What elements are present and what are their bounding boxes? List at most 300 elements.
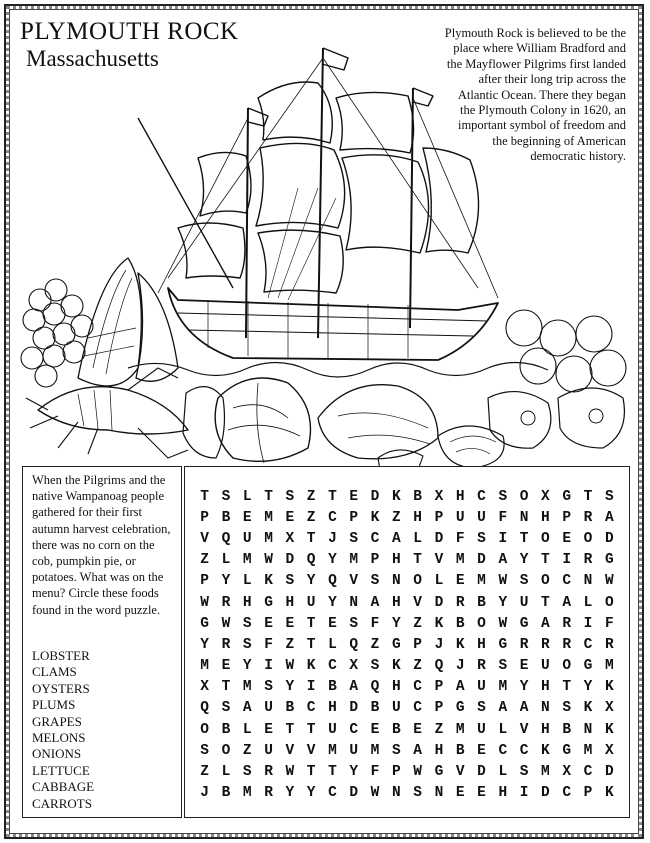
grid-letter[interactable]: S — [242, 764, 252, 781]
grid-letter[interactable]: E — [264, 721, 273, 738]
grid-letter[interactable]: S — [370, 658, 380, 675]
grid-letter[interactable]: L — [498, 764, 508, 781]
grid-letter[interactable]: B — [221, 509, 231, 526]
grid-letter[interactable]: G — [583, 658, 593, 675]
grid-letter[interactable]: Y — [583, 679, 593, 696]
grid-letter[interactable]: K — [604, 679, 614, 696]
grid-letter[interactable]: M — [455, 552, 465, 569]
grid-letter[interactable]: K — [604, 721, 614, 738]
grid-letter[interactable]: P — [370, 552, 380, 569]
grid-letter[interactable]: A — [391, 530, 401, 547]
grid-letter[interactable]: S — [498, 488, 508, 505]
grid-letter[interactable]: P — [200, 509, 209, 526]
grid-letter[interactable]: Z — [413, 615, 422, 632]
grid-letter[interactable]: M — [264, 530, 273, 547]
grid-letter[interactable]: G — [200, 615, 209, 632]
grid-letter[interactable]: P — [349, 509, 359, 526]
grid-letter[interactable]: V — [200, 530, 209, 547]
grid-letter[interactable]: G — [455, 700, 465, 717]
grid-letter[interactable]: W — [498, 615, 508, 632]
grid-letter[interactable]: U — [519, 594, 529, 611]
grid-letter[interactable]: O — [583, 530, 593, 547]
grid-letter[interactable]: R — [477, 658, 486, 675]
grid-letter[interactable]: D — [604, 764, 614, 781]
grid-letter[interactable]: Q — [349, 636, 359, 653]
grid-letter[interactable]: Y — [328, 552, 337, 569]
grid-letter[interactable]: A — [498, 552, 508, 569]
grid-letter[interactable]: Y — [285, 679, 295, 696]
grid-letter[interactable]: O — [604, 594, 614, 611]
grid-letter[interactable]: E — [413, 721, 422, 738]
grid-letter[interactable]: N — [434, 785, 444, 802]
grid-letter[interactable]: Z — [413, 658, 422, 675]
grid-letter[interactable]: X — [200, 679, 209, 696]
grid-letter[interactable]: C — [498, 742, 508, 759]
grid-letter[interactable]: P — [434, 700, 444, 717]
grid-letter[interactable]: M — [583, 742, 593, 759]
grid-letter[interactable]: L — [583, 594, 593, 611]
grid-letter[interactable]: P — [434, 679, 444, 696]
grid-letter[interactable]: O — [221, 742, 231, 759]
grid-letter[interactable]: H — [391, 594, 401, 611]
grid-letter[interactable]: K — [434, 615, 444, 632]
grid-letter[interactable]: O — [541, 530, 550, 547]
grid-letter[interactable]: I — [519, 785, 529, 802]
grid-letter[interactable]: D — [477, 764, 486, 781]
grid-letter[interactable]: W — [285, 658, 295, 675]
grid-letter[interactable]: S — [221, 700, 231, 717]
grid-letter[interactable]: M — [242, 785, 252, 802]
grid-letter[interactable]: P — [583, 785, 593, 802]
grid-letter[interactable]: A — [562, 594, 572, 611]
grid-letter[interactable]: E — [477, 742, 486, 759]
grid-letter[interactable]: B — [413, 488, 422, 505]
grid-letter[interactable]: T — [306, 615, 316, 632]
grid-letter[interactable]: Z — [370, 636, 380, 653]
grid-letter[interactable]: B — [328, 679, 337, 696]
grid-letter[interactable]: E — [264, 615, 273, 632]
grid-letter[interactable]: F — [604, 615, 614, 632]
grid-letter[interactable]: L — [242, 488, 252, 505]
grid-letter[interactable]: L — [328, 636, 337, 653]
grid-letter[interactable]: V — [413, 594, 422, 611]
grid-letter[interactable]: W — [370, 785, 380, 802]
grid-letter[interactable]: Y — [349, 764, 359, 781]
grid-letter[interactable]: Y — [391, 615, 401, 632]
grid-letter[interactable]: D — [434, 530, 444, 547]
grid-letter[interactable]: T — [306, 530, 316, 547]
grid-letter[interactable]: G — [562, 742, 572, 759]
grid-letter[interactable]: S — [370, 573, 380, 590]
grid-letter[interactable]: L — [434, 573, 444, 590]
grid-letter[interactable]: T — [562, 679, 572, 696]
grid-letter[interactable]: Q — [200, 700, 209, 717]
grid-letter[interactable]: H — [391, 552, 401, 569]
grid-letter[interactable]: N — [391, 573, 401, 590]
grid-letter[interactable]: D — [604, 530, 614, 547]
grid-letter[interactable]: A — [604, 509, 614, 526]
grid-letter[interactable]: U — [349, 742, 359, 759]
grid-letter[interactable]: S — [221, 488, 231, 505]
grid-letter[interactable]: P — [200, 573, 209, 590]
grid-letter[interactable]: R — [562, 636, 572, 653]
grid-letter[interactable]: N — [519, 509, 529, 526]
grid-letter[interactable]: Q — [221, 530, 231, 547]
grid-letter[interactable]: X — [349, 658, 359, 675]
grid-letter[interactable]: O — [519, 488, 529, 505]
grid-letter[interactable]: C — [328, 785, 337, 802]
grid-letter[interactable]: A — [541, 615, 550, 632]
grid-letter[interactable]: O — [477, 615, 486, 632]
grid-letter[interactable]: H — [498, 785, 508, 802]
grid-letter[interactable]: B — [455, 615, 465, 632]
grid-letter[interactable]: K — [264, 573, 273, 590]
grid-letter[interactable]: L — [242, 573, 252, 590]
grid-letter[interactable]: G — [604, 552, 614, 569]
grid-letter[interactable]: W — [413, 764, 422, 781]
grid-letter[interactable]: S — [413, 785, 422, 802]
grid-letter[interactable]: W — [498, 573, 508, 590]
grid-letter[interactable]: T — [306, 636, 316, 653]
grid-letter[interactable]: D — [477, 552, 486, 569]
grid-letter[interactable]: G — [391, 636, 401, 653]
grid-letter[interactable]: P — [434, 509, 444, 526]
grid-letter[interactable]: V — [285, 742, 295, 759]
grid-letter[interactable]: Y — [328, 594, 337, 611]
grid-letter[interactable]: Q — [370, 679, 380, 696]
grid-letter[interactable]: B — [285, 700, 295, 717]
grid-letter[interactable]: H — [242, 594, 252, 611]
grid-letter[interactable]: Y — [221, 573, 231, 590]
grid-letter[interactable]: R — [264, 764, 273, 781]
grid-letter[interactable]: I — [264, 658, 273, 675]
grid-letter[interactable]: C — [583, 764, 593, 781]
grid-letter[interactable]: B — [562, 721, 572, 738]
grid-letter[interactable]: I — [562, 552, 572, 569]
grid-letter[interactable]: O — [200, 721, 209, 738]
grid-letter[interactable]: O — [541, 573, 550, 590]
grid-letter[interactable]: E — [221, 658, 231, 675]
grid-letter[interactable]: M — [242, 679, 252, 696]
grid-letter[interactable]: J — [328, 530, 337, 547]
grid-letter[interactable]: P — [391, 764, 401, 781]
grid-letter[interactable]: O — [562, 658, 572, 675]
grid-letter[interactable]: E — [349, 488, 359, 505]
grid-letter[interactable]: C — [370, 530, 380, 547]
grid-letter[interactable]: T — [519, 530, 529, 547]
grid-letter[interactable]: C — [413, 700, 422, 717]
grid-letter[interactable]: A — [370, 594, 380, 611]
grid-letter[interactable]: I — [498, 530, 508, 547]
grid-letter[interactable]: G — [264, 594, 273, 611]
grid-letter[interactable]: E — [328, 615, 337, 632]
grid-letter[interactable]: V — [519, 721, 529, 738]
grid-letter[interactable]: E — [477, 785, 486, 802]
grid-letter[interactable]: M — [604, 658, 614, 675]
grid-letter[interactable]: Z — [306, 509, 316, 526]
grid-letter[interactable]: A — [242, 700, 252, 717]
grid-letter[interactable]: U — [477, 509, 486, 526]
grid-letter[interactable]: D — [285, 552, 295, 569]
grid-letter[interactable]: M — [477, 573, 486, 590]
grid-letter[interactable]: F — [370, 764, 380, 781]
grid-letter[interactable]: B — [221, 721, 231, 738]
grid-letter[interactable]: G — [434, 764, 444, 781]
grid-letter[interactable]: C — [477, 488, 486, 505]
grid-letter[interactable]: T — [264, 488, 273, 505]
grid-letter[interactable]: H — [328, 700, 337, 717]
grid-letter[interactable]: J — [200, 785, 209, 802]
grid-letter[interactable]: C — [328, 509, 337, 526]
grid-letter[interactable]: U — [264, 700, 273, 717]
grid-letter[interactable]: Z — [200, 764, 209, 781]
grid-letter[interactable]: X — [604, 700, 614, 717]
grid-letter[interactable]: U — [541, 658, 550, 675]
grid-letter[interactable]: N — [541, 700, 550, 717]
grid-letter[interactable]: M — [498, 679, 508, 696]
grid-letter[interactable]: U — [306, 594, 316, 611]
grid-letter[interactable]: Z — [200, 552, 209, 569]
grid-letter[interactable]: U — [328, 721, 337, 738]
grid-letter[interactable]: T — [285, 721, 295, 738]
grid-letter[interactable]: H — [477, 636, 486, 653]
grid-letter[interactable]: R — [519, 636, 529, 653]
grid-letter[interactable]: F — [455, 530, 465, 547]
grid-letter[interactable]: X — [434, 488, 444, 505]
grid-letter[interactable]: M — [541, 764, 550, 781]
grid-letter[interactable]: T — [328, 764, 337, 781]
grid-letter[interactable]: U — [391, 700, 401, 717]
grid-letter[interactable]: L — [221, 764, 231, 781]
grid-letter[interactable]: T — [200, 488, 209, 505]
grid-letter[interactable]: U — [264, 742, 273, 759]
grid-letter[interactable]: W — [604, 573, 614, 590]
grid-letter[interactable]: E — [285, 509, 295, 526]
grid-letter[interactable]: D — [434, 594, 444, 611]
grid-letter[interactable]: Q — [328, 573, 337, 590]
grid-letter[interactable]: D — [349, 785, 359, 802]
grid-letter[interactable]: I — [583, 615, 593, 632]
grid-letter[interactable]: K — [583, 700, 593, 717]
grid-letter[interactable]: Y — [200, 636, 209, 653]
grid-letter[interactable]: C — [583, 636, 593, 653]
grid-letter[interactable]: Y — [519, 679, 529, 696]
grid-letter[interactable]: Z — [306, 488, 316, 505]
grid-letter[interactable]: D — [541, 785, 550, 802]
grid-letter[interactable]: A — [349, 679, 359, 696]
grid-letter[interactable]: T — [413, 552, 422, 569]
grid-letter[interactable]: S — [349, 530, 359, 547]
grid-letter[interactable]: S — [477, 700, 486, 717]
grid-letter[interactable]: R — [221, 594, 231, 611]
grid-letter[interactable]: X — [285, 530, 295, 547]
grid-letter[interactable]: C — [306, 700, 316, 717]
grid-letter[interactable]: X — [604, 742, 614, 759]
grid-letter[interactable]: S — [391, 742, 401, 759]
grid-letter[interactable]: K — [391, 658, 401, 675]
grid-letter[interactable]: S — [477, 530, 486, 547]
grid-letter[interactable]: N — [583, 573, 593, 590]
grid-letter[interactable]: B — [370, 700, 380, 717]
grid-letter[interactable]: C — [562, 785, 572, 802]
grid-letter[interactable]: H — [455, 488, 465, 505]
grid-letter[interactable]: V — [306, 742, 316, 759]
grid-letter[interactable]: K — [455, 636, 465, 653]
grid-letter[interactable]: E — [242, 509, 252, 526]
grid-letter[interactable]: V — [349, 573, 359, 590]
grid-letter[interactable]: Q — [434, 658, 444, 675]
grid-letter[interactable]: C — [413, 679, 422, 696]
grid-letter[interactable]: F — [370, 615, 380, 632]
grid-letter[interactable]: N — [583, 721, 593, 738]
grid-letter[interactable]: L — [498, 721, 508, 738]
grid-letter[interactable]: R — [264, 785, 273, 802]
grid-letter[interactable]: M — [242, 552, 252, 569]
grid-letter[interactable]: Y — [498, 594, 508, 611]
grid-letter[interactable]: U — [242, 530, 252, 547]
grid-letter[interactable]: R — [562, 615, 572, 632]
grid-letter[interactable]: X — [562, 764, 572, 781]
grid-letter[interactable]: H — [285, 594, 295, 611]
grid-letter[interactable]: W — [285, 764, 295, 781]
grid-letter[interactable]: L — [242, 721, 252, 738]
grid-letter[interactable]: W — [200, 594, 209, 611]
grid-letter[interactable]: S — [285, 488, 295, 505]
grid-letter[interactable]: M — [328, 742, 337, 759]
grid-letter[interactable]: R — [583, 552, 593, 569]
grid-letter[interactable]: R — [221, 636, 231, 653]
grid-letter[interactable]: A — [455, 679, 465, 696]
grid-letter[interactable]: E — [562, 530, 572, 547]
grid-letter[interactable]: Z — [242, 742, 252, 759]
grid-letter[interactable]: W — [221, 615, 231, 632]
grid-letter[interactable]: R — [583, 509, 593, 526]
grid-letter[interactable]: Z — [391, 509, 401, 526]
grid-letter[interactable]: L — [413, 530, 422, 547]
grid-letter[interactable]: O — [413, 573, 422, 590]
grid-letter[interactable]: E — [285, 615, 295, 632]
grid-letter[interactable]: G — [519, 615, 529, 632]
grid-letter[interactable]: S — [264, 679, 273, 696]
grid-letter[interactable]: H — [413, 509, 422, 526]
grid-letter[interactable]: Y — [519, 552, 529, 569]
grid-letter[interactable]: M — [200, 658, 209, 675]
grid-letter[interactable]: T — [306, 764, 316, 781]
grid-letter[interactable]: S — [242, 615, 252, 632]
grid-letter[interactable]: N — [391, 785, 401, 802]
grid-letter[interactable]: D — [370, 488, 380, 505]
grid-letter[interactable]: S — [604, 488, 614, 505]
grid-letter[interactable]: H — [541, 721, 550, 738]
grid-letter[interactable]: S — [498, 658, 508, 675]
grid-letter[interactable]: A — [498, 700, 508, 717]
grid-letter[interactable]: Z — [434, 721, 444, 738]
grid-letter[interactable]: V — [455, 764, 465, 781]
grid-letter[interactable]: Y — [306, 573, 316, 590]
grid-letter[interactable]: T — [541, 552, 550, 569]
grid-letter[interactable]: R — [455, 594, 465, 611]
grid-letter[interactable]: G — [562, 488, 572, 505]
grid-letter[interactable]: K — [391, 488, 401, 505]
grid-letter[interactable]: G — [498, 636, 508, 653]
grid-letter[interactable]: T — [306, 721, 316, 738]
grid-letter[interactable]: S — [562, 700, 572, 717]
grid-letter[interactable]: M — [264, 509, 273, 526]
grid-letter[interactable]: C — [519, 742, 529, 759]
grid-letter[interactable]: E — [370, 721, 380, 738]
grid-letter[interactable]: L — [221, 552, 231, 569]
grid-letter[interactable]: Y — [242, 658, 252, 675]
grid-letter[interactable]: S — [349, 615, 359, 632]
grid-letter[interactable]: T — [221, 679, 231, 696]
grid-letter[interactable]: Y — [285, 785, 295, 802]
grid-letter[interactable]: A — [519, 700, 529, 717]
grid-letter[interactable]: B — [455, 742, 465, 759]
grid-letter[interactable]: N — [349, 594, 359, 611]
grid-letter[interactable]: A — [413, 742, 422, 759]
grid-letter[interactable]: V — [434, 552, 444, 569]
grid-letter[interactable]: F — [498, 509, 508, 526]
grid-letter[interactable]: F — [264, 636, 273, 653]
grid-letter[interactable]: K — [370, 509, 380, 526]
grid-letter[interactable]: H — [391, 679, 401, 696]
grid-letter[interactable]: H — [541, 509, 550, 526]
grid-letter[interactable]: T — [328, 488, 337, 505]
grid-letter[interactable]: H — [541, 679, 550, 696]
grid-letter[interactable]: P — [562, 509, 572, 526]
grid-letter[interactable]: M — [455, 721, 465, 738]
grid-letter[interactable]: R — [541, 636, 550, 653]
grid-letter[interactable]: U — [455, 509, 465, 526]
grid-letter[interactable]: E — [455, 573, 465, 590]
grid-letter[interactable]: P — [413, 636, 422, 653]
grid-letter[interactable]: B — [391, 721, 401, 738]
grid-letter[interactable]: K — [604, 785, 614, 802]
grid-letter[interactable]: B — [221, 785, 231, 802]
grid-letter[interactable]: M — [370, 742, 380, 759]
grid-letter[interactable]: C — [562, 573, 572, 590]
grid-letter[interactable]: Z — [285, 636, 295, 653]
grid-letter[interactable]: S — [242, 636, 252, 653]
grid-letter[interactable]: Y — [306, 785, 316, 802]
grid-letter[interactable]: S — [200, 742, 209, 759]
grid-letter[interactable]: J — [455, 658, 465, 675]
grid-letter[interactable]: W — [264, 552, 273, 569]
grid-letter[interactable]: U — [477, 679, 486, 696]
grid-letter[interactable]: K — [541, 742, 550, 759]
grid-letter[interactable]: S — [285, 573, 295, 590]
grid-letter[interactable]: I — [306, 679, 316, 696]
grid-letter[interactable]: B — [477, 594, 486, 611]
grid-letter[interactable]: M — [349, 552, 359, 569]
grid-letter[interactable]: X — [541, 488, 550, 505]
grid-letter[interactable]: C — [349, 721, 359, 738]
grid-letter[interactable]: C — [328, 658, 337, 675]
grid-letter[interactable]: E — [519, 658, 529, 675]
grid-letter[interactable]: S — [519, 573, 529, 590]
grid-letter[interactable]: E — [455, 785, 465, 802]
grid-letter[interactable]: J — [434, 636, 444, 653]
grid-letter[interactable]: D — [349, 700, 359, 717]
grid-letter[interactable]: H — [434, 742, 444, 759]
grid-letter[interactable]: T — [541, 594, 550, 611]
grid-letter[interactable]: U — [477, 721, 486, 738]
grid-letter[interactable]: K — [306, 658, 316, 675]
grid-letter[interactable]: Q — [306, 552, 316, 569]
grid-letter[interactable]: R — [604, 636, 614, 653]
grid-letter[interactable]: S — [519, 764, 529, 781]
grid-letter[interactable]: T — [583, 488, 593, 505]
